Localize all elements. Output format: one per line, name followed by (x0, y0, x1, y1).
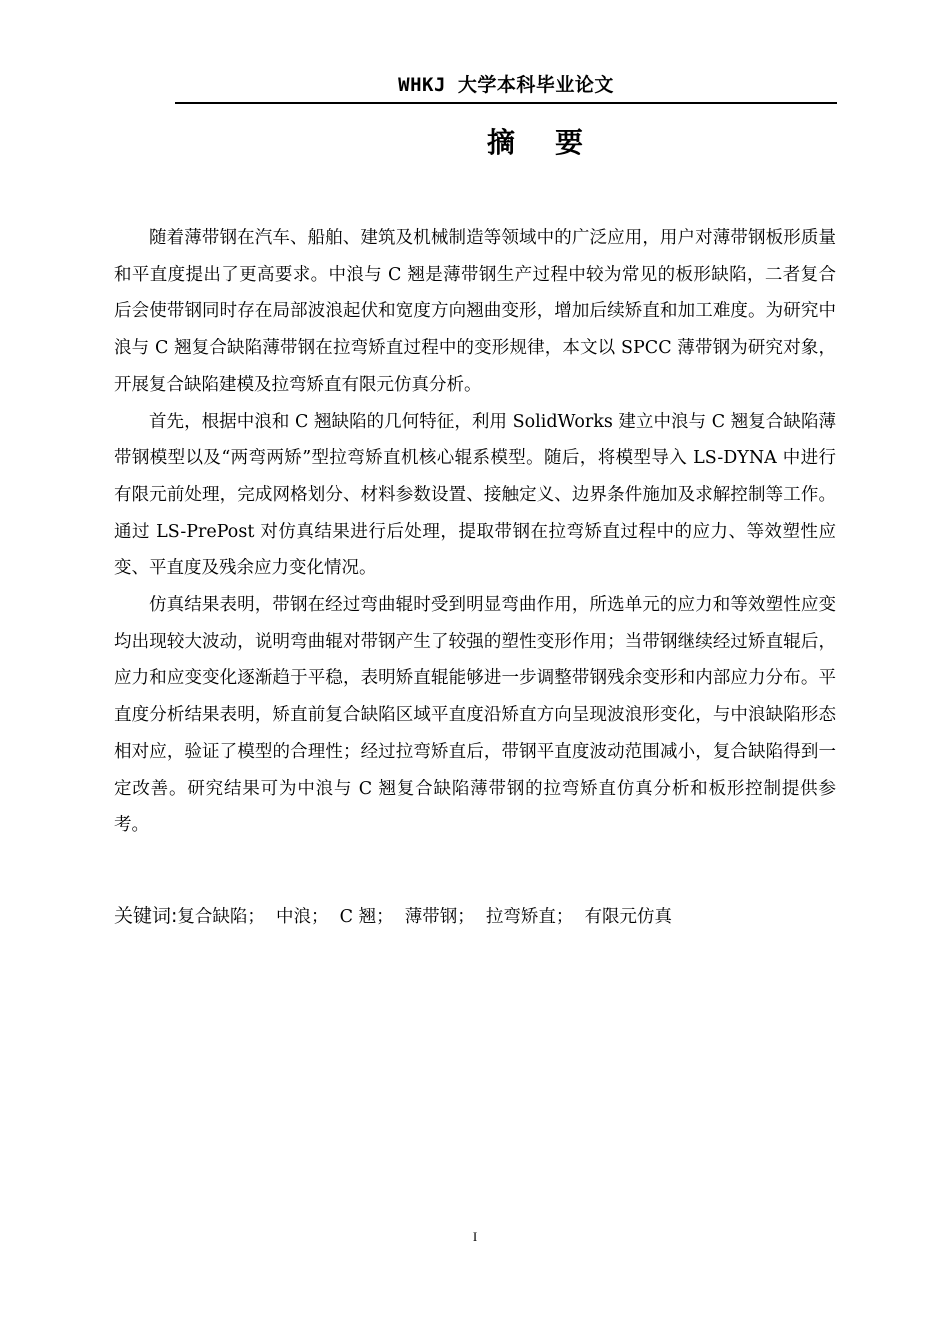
abstract-paragraph-1: 随着薄带钢在汽车、船舶、建筑及机械制造等领域中的广泛应用，用户对薄带钢板形质量和平直度提出了更高要求。中浪与 C 翘是薄带钢生产过程中较为常见的板形缺陷，二者复合后会使带钢同时存在局部波浪起伏和宽度方向翘曲变形，增加后续矫直和加工难度。为研究中浪与 C 翘复合缺陷薄带钢在拉弯矫直过程中的变形规律，本文以 SPCC 薄带钢为研究对象，开展复合缺陷建模及拉弯矫直有限元仿真分析。 (114, 228, 836, 395)
header-rule (175, 102, 837, 104)
abstract-body (114, 220, 836, 844)
page-number: I (472, 1229, 478, 1244)
keywords-label: 关键词: (114, 905, 178, 927)
keywords-line (114, 901, 836, 928)
abstract-paragraph-2: 首先，根据中浪和 C 翘缺陷的几何特征，利用 SolidWorks 建立中浪与 C 翘复合缺陷薄带钢模型以及“两弯两矫”型拉弯矫直机核心辊系模型。随后，将模型导入 LS-DYNA 中进行有限元前处理，完成网格划分、材料参数设置、接触定义、边界条件施加及求解控制等工作。通过 LS-PrePost 对仿真结果进行后处理，提取带钢在拉弯矫直过程中的应力、等效塑性应变、平直度及残余应力变化情况。 (114, 411, 836, 579)
abstract-paragraph-3: 仿真结果表明，带钢在经过弯曲辊时受到明显弯曲作用，所选单元的应力和等效塑性应变均出现较大波动，说明弯曲辊对带钢产生了较强的塑性变形作用；当带钢继续经过矫直辊后，应力和应变变化逐渐趋于平稳，表明矫直辊能够进一步调整带钢残余变形和内部应力分布。平直度分析结果表明，矫直前复合缺陷区域平直度沿矫直方向呈现波浪形变化，与中浪缺陷形态相对应，验证了模型的合理性；经过拉弯矫直后，带钢平直度波动范围减小，复合缺陷得到一定改善。研究结果可为中浪与 C 翘复合缺陷薄带钢的拉弯矫直仿真分析和板形控制提供参考。 (114, 595, 836, 836)
keywords-list: 复合缺陷； 中浪； C 翘； 薄带钢； 拉弯矫直； 有限元仿真 (177, 907, 672, 927)
abstract-title: 摘要 (486, 126, 623, 159)
running-header: WHKJ 大学本科毕业论文 (398, 74, 614, 96)
